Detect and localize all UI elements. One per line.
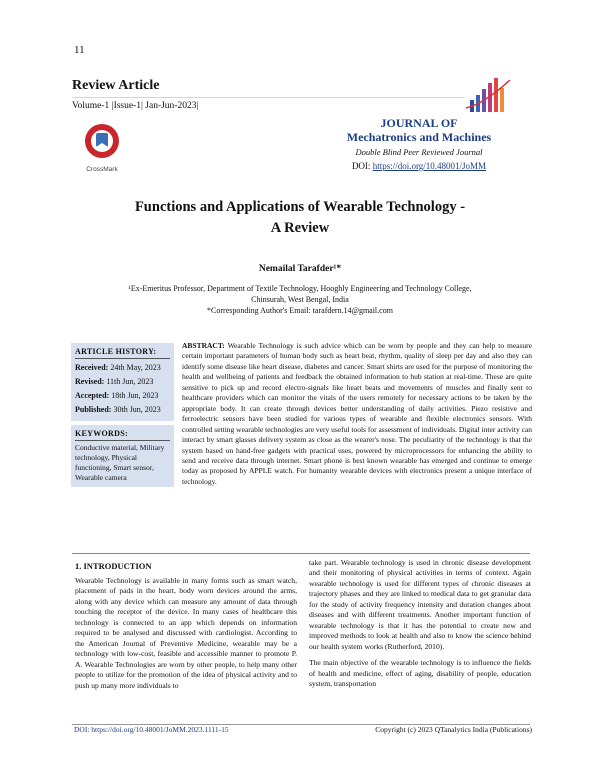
- accepted-date: 18th Jun, 2023: [111, 391, 159, 400]
- crossmark-label: CrossMark: [86, 166, 118, 173]
- abstract-label: ABSTRACT:: [182, 341, 225, 350]
- page-number: 11: [74, 44, 85, 56]
- received-label: Received:: [75, 363, 109, 372]
- affiliation-line2: Chinsurah, West Bengal, India: [251, 295, 349, 304]
- article-sidebar: [71, 343, 174, 527]
- journal-logo-icon: [460, 74, 518, 114]
- author-name: Nemailal Tarafder¹*: [258, 264, 342, 274]
- intro-paragraph: The main objective of the wearable technology is to influence the fields of health and medicine, effect of aging, disability of people, education system, transportation: [309, 658, 531, 688]
- journal-subtitle: Double Blind Peer Reviewed Journal: [355, 147, 483, 157]
- doi-label: DOI:: [351, 161, 373, 171]
- logo-bar: [494, 78, 498, 112]
- abstract-text: Wearable Technology is such advice which can be worn by people and they can help to measure certain important parameters of human body such as heart beat, rhythm, quality of sleep per day and also they can identify some disease like heart disease, diabetes and cancer. Smart shirts are used for the purpose of monitoring the health and wellbeing of patients and feedback the obtained information to hub station at real-time. These are quite sensitive to pick up and record electro-signals like heart beats and movements of muscles and finally sent to healthcare providers which can monitor the vitals of the users remotely for necessary actions to be taken by the appropriate body. It can create through devices better understanding of daily activities. Piezo resistive and ferroelectric sensors have been studied for various types of wearable and flexible electronics sensors. With controlled setting wearable technologies are very useful tools for assessment of individuals. Digital inter activity can interact by smart glasses delivery system as close as the wearer's nose. The peculiarity of the technology is that the system based on hand-free gadgets with practical uses, powered by microprocessors for enhancing the ability to send and receive data through internet. Smart phone is best known wearable has emerged and continue to emerge today as proposed by APPLE watch. For humanity wearable devices with electronics present a unique interface of technology.: [182, 341, 532, 486]
- journal-title-line2: Mechatronics and Machines: [346, 130, 492, 144]
- revised-row: [75, 375, 170, 389]
- paper-title-line2: A Review: [270, 220, 330, 236]
- footer-doi-link[interactable]: DOI: https://doi.org/10.48001/JoMM.2023.1111-15: [74, 725, 229, 734]
- published-label: Published:: [75, 405, 112, 414]
- revised-date: 11th Jun, 2023: [106, 377, 154, 386]
- corresponding-email: *Corresponding Author's Email: tarafdern.14@gmail.com: [207, 306, 393, 315]
- footer-copyright: Copyright (c) 2023 QTanalytics India (Publications): [375, 725, 532, 734]
- journal-title-line1: JOURNAL OF: [380, 116, 458, 130]
- journal-doi: [310, 161, 528, 171]
- crossmark-badge[interactable]: [80, 122, 124, 172]
- published-date: 30th Jun, 2023: [113, 405, 161, 414]
- article-type: Review Article: [72, 78, 160, 93]
- header-divider: [72, 97, 464, 98]
- article-history-heading: ARTICLE HISTORY:: [75, 347, 170, 359]
- journal-doi-link[interactable]: https://doi.org/10.48001/JoMM: [372, 161, 487, 171]
- abstract: [182, 341, 532, 487]
- received-date: 24th May, 2023: [110, 363, 161, 372]
- keywords-heading: KEYWORDS:: [75, 429, 170, 441]
- received-row: [75, 361, 170, 375]
- keywords-box: [71, 425, 174, 487]
- published-row: [75, 403, 170, 417]
- intro-paragraph: take part. Wearable technology is used in chronic disease development and their monitoring of physical activities in terms of context. Again wearable technology is used for different types of chronic diseases at trajectory phases and they are linked to medical data to get granular data for the study of activity frequency intensity and duration changes about diseases and with different treatments. Another important function of wearable technology is that it has the potential to create new and improved methods to look at health and also to know the science behind our health system works (Rutherford, 2010).: [309, 558, 531, 651]
- journal-title: [310, 116, 528, 144]
- paper-title: [60, 197, 540, 239]
- affiliation-line1: ¹Ex-Emeritus Professor, Department of Textile Technology, Hooghly Engineering and Technology College,: [128, 284, 472, 293]
- accepted-row: [75, 389, 170, 403]
- volume-info: Volume-1 |Issue-1| Jan-Jun-2023|: [72, 101, 199, 111]
- paper-title-line1: Functions and Applications of Wearable Technology -: [134, 199, 466, 215]
- logo-bars: [470, 78, 504, 112]
- affiliation: [72, 283, 528, 316]
- logo-bar: [500, 88, 504, 112]
- intro-left-column: Wearable Technology is available in many forms such as smart watch, placement of pads in the heart, body worn devices around the arms, along with any device which can measure any amount of data through touching the receptor of the device. In many cases of healthcare this technology is connected to an app which depends on information required to be analysed and discussed with cardiologist. According to the American Journal of Preventive Medicine, wearable may be a technology with low-cost, feasible and accessible manner to promote P. A. Wearable Technologies are worn by other people, to help many other people to utilize for the promotion of the idea of physical activity and to push up many more individuals to: [75, 576, 297, 690]
- introduction-heading: 1. INTRODUCTION: [75, 561, 152, 571]
- article-history-box: [71, 343, 174, 421]
- accepted-label: Accepted:: [75, 391, 110, 400]
- intro-right-column: [309, 558, 531, 695]
- abstract-divider: [72, 553, 530, 554]
- crossmark-icon: [80, 122, 124, 162]
- keywords-list: Conductive material, Military technology, Physical functioning, Smart sensor, Wearable camera: [75, 443, 165, 482]
- revised-label: Revised:: [75, 377, 105, 386]
